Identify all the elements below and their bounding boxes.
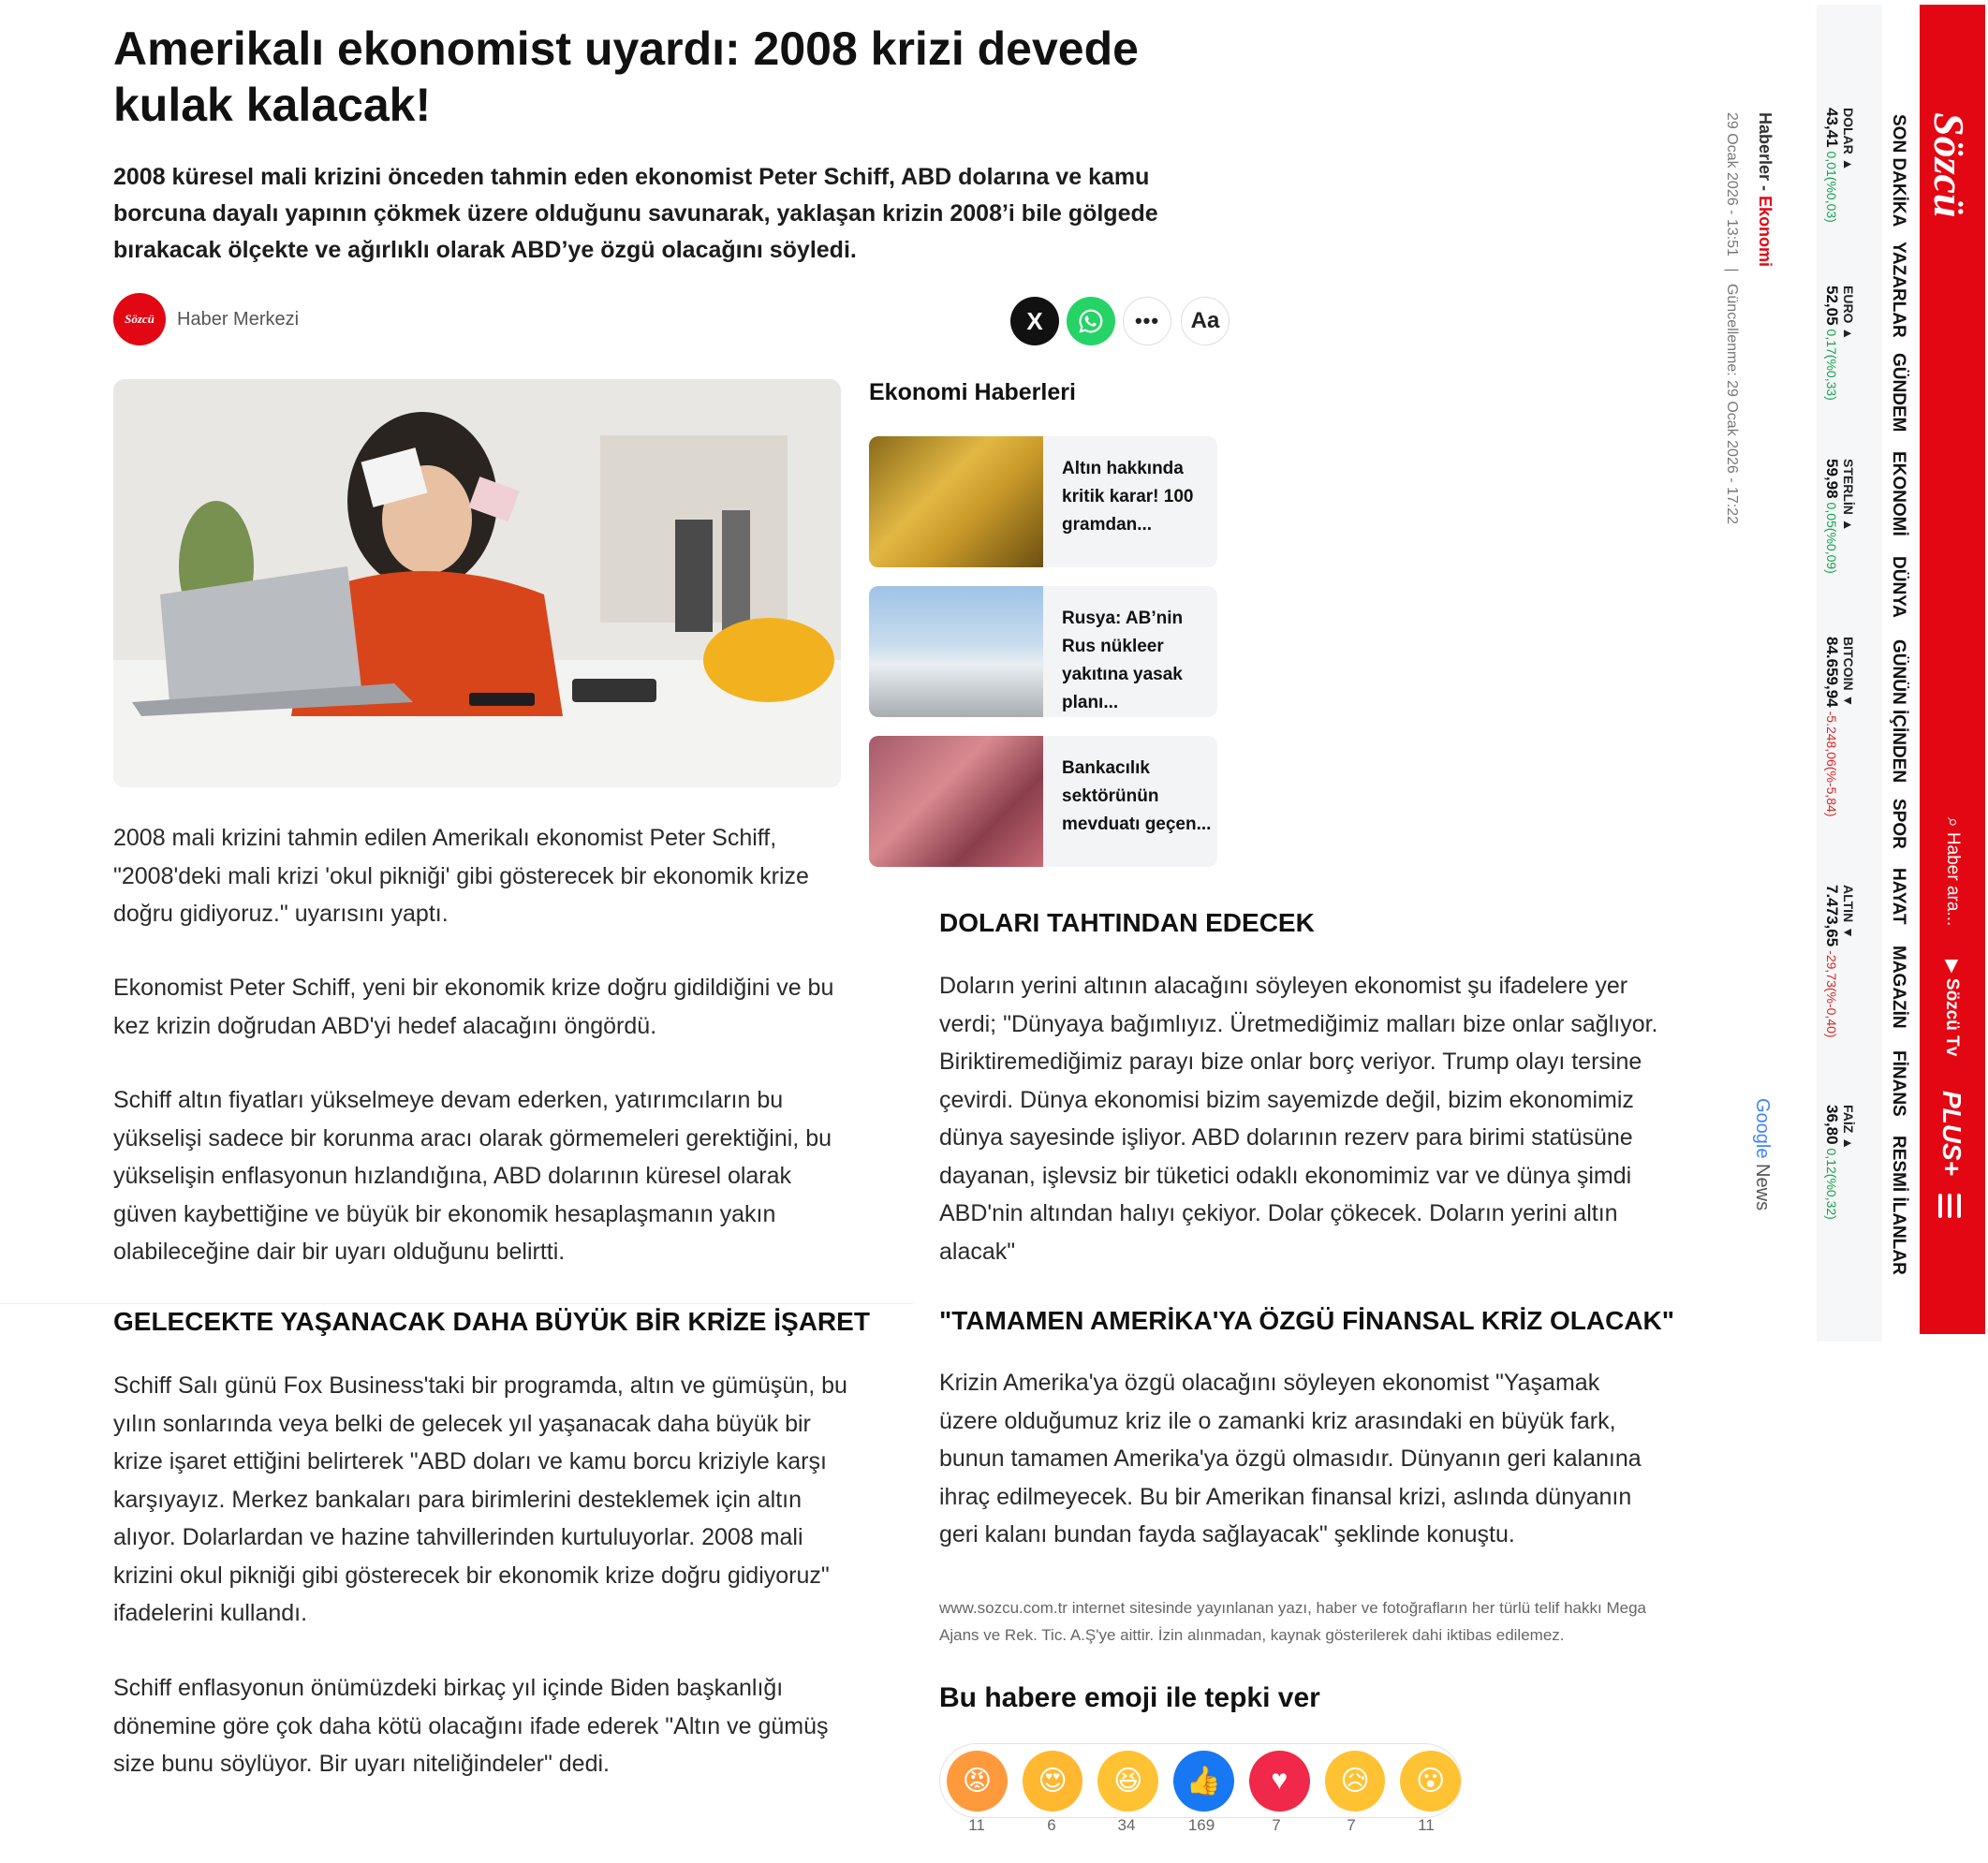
- google-news-logo: Google: [1752, 1098, 1773, 1159]
- hamburger-menu-icon[interactable]: [1938, 1194, 1961, 1220]
- google-news-label: News: [1752, 1158, 1773, 1211]
- market-value: 36,80: [1823, 1105, 1841, 1145]
- market-label: ALTIN ▼: [1841, 885, 1856, 939]
- article-paragraph: Krizin Amerika'ya özgü olacağını söyleyen ekonomist "Yaşamak üzere olduğumuz kriz ile o zamanki kriz arasındaki en büyük fark, bunun tamamen Amerika'ya özgü olmasıdır. Dünyanın geri kalanına ihraç edilmeyecek. Bu bir Amerikan finansal krizi, aslında dünyanın geri kalanı bundan fayda sağlayacak" şeklinde konuştu.: [939, 1370, 1642, 1548]
- brand-sidebar: [1920, 5, 1985, 1334]
- more-icon: •••: [1134, 309, 1160, 332]
- market-item[interactable]: [1822, 885, 1856, 1038]
- sidebar-title: Ekonomi Haberleri: [869, 379, 1076, 405]
- article-spot: 2008 küresel mali krizini önceden tahmin eden ekonomist Peter Schiff, ABD dolarına ve kamu borcuna dayalı yapının çökmek üzere olduğunu savunarak, yaklaşan krizin 2008’i bile gölgede bırakacak ölçekte ve ağırlıklı olarak ABD’ye özgü olacağını söyledi.: [113, 164, 1158, 263]
- article-paragraph: 2008 mali krizini tahmin edilen Amerikalı ekonomist Peter Schiff, "2008'deki mali krizi 'okul pikniği' gibi gösterecek bir ekonomik krize doğru gidiyoruz." uyarısını yaptı.: [113, 825, 809, 927]
- published-date: 29 Ocak 2026 - 13:51: [1724, 112, 1740, 257]
- section-heading: "TAMAMEN AMERİKA'YA ÖZGÜ FİNANSAL KRİZ OLACAK": [939, 1306, 1675, 1335]
- reaction-button[interactable]: 😥: [1325, 1751, 1386, 1812]
- article-title: Amerikalı ekonomist uyardı: 2008 krizi devede kulak kalacak!: [113, 22, 1139, 131]
- search-input[interactable]: [1942, 817, 1963, 926]
- section-heading: GELECEKTE YAŞANACAK DAHA BÜYÜK BİR KRİZE İŞARET: [113, 1307, 870, 1336]
- sidebar-news-title[interactable]: Bankacılık sektörünün mevduatı geçen...: [1062, 758, 1212, 834]
- market-item[interactable]: [1822, 108, 1856, 223]
- sidebar-news-list: [869, 436, 1217, 886]
- section-heading: DOLARI TAHTINDAN EDECEK: [939, 908, 1315, 937]
- breadcrumb: [1755, 112, 1774, 267]
- market-item[interactable]: [1822, 1105, 1856, 1220]
- reaction-counts: [939, 1816, 1464, 1835]
- worried-woman-illustration: [113, 379, 841, 787]
- font-size-button[interactable]: [1181, 297, 1230, 345]
- reaction-count: 7: [1347, 1816, 1356, 1834]
- sidebar-news-item[interactable]: [869, 586, 1217, 717]
- market-item[interactable]: [1822, 459, 1856, 574]
- reaction-button[interactable]: ♥: [1249, 1751, 1310, 1812]
- search-icon: ⌕: [1943, 817, 1963, 832]
- article-dates: [1723, 112, 1740, 524]
- plus-link[interactable]: PLUS+: [1937, 1091, 1966, 1177]
- market-value: 7.473,65: [1823, 885, 1841, 947]
- breadcrumb-separator: -: [1756, 181, 1774, 197]
- sozcu-tv-link[interactable]: [1941, 960, 1963, 1056]
- reaction-button[interactable]: 😍: [1023, 1751, 1083, 1812]
- play-icon: ▶: [1942, 960, 1962, 978]
- reaction-count: 6: [1047, 1816, 1056, 1834]
- font-size-icon: Aa: [1190, 308, 1220, 333]
- nav-item[interactable]: FİNANS: [1889, 1050, 1908, 1117]
- reaction-button[interactable]: 😆: [1097, 1751, 1158, 1812]
- reaction-button[interactable]: 😮: [1400, 1751, 1461, 1812]
- article-paragraph: Ekonomist Peter Schiff, yeni bir ekonomik krize doğru gidildiğini ve bu kez krizin doğrudan ABD'yi hedef alacağını öngördü.: [113, 975, 834, 1039]
- search-placeholder: Haber ara...: [1943, 831, 1963, 927]
- divider: [0, 1303, 913, 1304]
- nav-item[interactable]: SON DAKİKA: [1889, 114, 1908, 227]
- sidebar-news-item[interactable]: [869, 736, 1217, 867]
- hero-image: [113, 379, 841, 787]
- market-label: EURO ▲: [1841, 286, 1856, 341]
- market-value: 43,41: [1823, 108, 1841, 148]
- author-block[interactable]: [113, 293, 299, 345]
- gold-bars-thumbnail[interactable]: [869, 436, 1043, 567]
- x-icon: X: [1026, 306, 1043, 335]
- reactions-bar: [939, 1743, 1462, 1818]
- market-value: 52,05: [1823, 286, 1841, 326]
- date-separator: |: [1724, 268, 1740, 272]
- reaction-button[interactable]: 😡: [947, 1751, 1008, 1812]
- reactions-title: Bu habere emoji ile tepki ver: [939, 1682, 1320, 1713]
- copyright-notice: www.sozcu.com.tr internet sitesinde yayınlanan yazı, haber ve fotoğrafların her türlü telif hakkı Mega Ajans ve Rek. Tic. A.Ş'ye aittir. İzin alınmadan, kaynak gösterilerek dahi iktibas edilemez.: [939, 1599, 1646, 1644]
- author-logo: Sözcü: [113, 293, 166, 345]
- market-change: 0,01(%0,03): [1824, 151, 1839, 223]
- banknotes-thumbnail[interactable]: [869, 736, 1043, 867]
- article-paragraph: Schiff altın fiyatları yükselmeye devam ederken, yatırımcıların bu yükselişi sadece bir korunma aracı olarak görmemeleri gerektiğini, bu yükselişin enflasyonun hızlandığına, ABD dolarının küresel olarak güven kaybettiğine ve büyük bir ekonomik hesaplaşmanın yakın olabileceğine dair bir uyarı olduğunu belirtti.: [113, 1087, 832, 1265]
- share-bar: [1010, 297, 1230, 345]
- nav-item[interactable]: HAYAT: [1889, 868, 1908, 925]
- market-change: 0,12(%0,32): [1824, 1148, 1839, 1220]
- market-label: BITCOIN ▼: [1841, 637, 1856, 708]
- market-item[interactable]: [1822, 286, 1856, 401]
- nav-item[interactable]: MAGAZİN: [1889, 946, 1908, 1029]
- market-change: 0,17(%0,33): [1824, 329, 1839, 401]
- more-share-button[interactable]: [1123, 297, 1171, 345]
- breadcrumb-home[interactable]: Haberler: [1756, 112, 1774, 182]
- x-share-button[interactable]: [1010, 297, 1059, 345]
- market-value: 59,98: [1823, 459, 1841, 499]
- updated-date: Güncellenme: 29 Ocak 2026 - 17:22: [1724, 283, 1740, 524]
- nav-item[interactable]: SPOR: [1889, 799, 1908, 849]
- nav-item[interactable]: YAZARLAR: [1889, 242, 1908, 338]
- reaction-count: 34: [1117, 1816, 1136, 1834]
- whatsapp-icon: [1077, 307, 1105, 335]
- sozcu-tv-label: Sözcü Tv: [1942, 977, 1962, 1057]
- reaction-count: 11: [1418, 1816, 1435, 1834]
- author-name[interactable]: Haber Merkezi: [177, 308, 300, 330]
- article-paragraph: Schiff Salı günü Fox Business'taki bir programda, altın ve gümüşün, bu yılın sonlarında veya belki de gelecek yıl yaşanacak daha büyük bir krize işaret ettiğini belirterek "ABD doları ve kamu borcu kriziyle karşı karşıyayız. Merkez bankaları para birimlerini desteklemek için altın alıyor. Dolarlardan ve hazine tahvillerinden kurtuluyorlar. 2008 mali krizini okul pikniği gibi gösterecek bir ekonomik krize doğru gidiyoruz" ifadelerini kullandı.: [113, 1372, 847, 1626]
- sozcu-logo[interactable]: Sözcü: [1925, 112, 1973, 218]
- google-news-link[interactable]: [1751, 1098, 1773, 1210]
- article-paragraph: Schiff enflasyonun önümüzdeki birkaç yıl içinde Biden başkanlığı dönemine göre çok daha kötü olacağını ifade ederek "Altın ve gümüş size bunu söylüyor. Bir uyarı niteliğindeler" dedi.: [113, 1675, 829, 1777]
- sidebar-news-item[interactable]: [869, 436, 1217, 567]
- nav-item[interactable]: GÜNDEM: [1889, 353, 1908, 433]
- nav-item[interactable]: GÜNÜN İÇİNDEN: [1889, 639, 1908, 784]
- article-paragraph: Doların yerini altının alacağını söyleyen ekonomist şu ifadelere yer verdi; "Dünyaya bağımlıyız. Üretmediğimiz malları bize onlar sağlıyor. Biriktiremediğimiz parayı bize onlar borç veriyor. Trump olayı tersine çevirdi. Dünya ekonomisi bizim sayemizde değil, bizim ekonomimiz dünya sayesinde işliyor. ABD dolarının rezerv para birimi statüsüne dayanan, işlevsiz bir tüketici odaklı ekonomimiz var ve dünya şimdi ABD'nin altından halıyı çekiyor. Dolar çökecek. Doların yerini altın alacak": [939, 973, 1658, 1265]
- market-change: 0,05(%0,09): [1824, 502, 1839, 574]
- market-change: -5.248,06(%-5,84): [1824, 711, 1839, 817]
- market-value: 84.659,94: [1823, 637, 1841, 708]
- reaction-button[interactable]: 👍: [1173, 1751, 1234, 1812]
- market-label: DOLAR ▲: [1841, 108, 1856, 171]
- sidebar-news-title[interactable]: Altın hakkında kritik karar! 100 gramdan...: [1062, 459, 1194, 535]
- market-item[interactable]: [1822, 637, 1856, 816]
- market-change: -29,73(%-0,40): [1824, 950, 1839, 1038]
- breadcrumb-category[interactable]: Ekonomi: [1756, 196, 1774, 268]
- whatsapp-share-button[interactable]: [1067, 297, 1115, 345]
- reaction-count: 11: [968, 1816, 985, 1834]
- russia-flag-thumbnail[interactable]: [869, 586, 1043, 717]
- market-label: STERLİN ▲: [1841, 459, 1856, 532]
- sidebar-news-title[interactable]: Rusya: AB’nin Rus nükleer yakıtına yasak planı...: [1062, 609, 1184, 712]
- nav-item[interactable]: RESMİ İLANLAR: [1889, 1136, 1908, 1275]
- market-label: FAİZ ▲: [1841, 1105, 1856, 1151]
- nav-item[interactable]: EKONOMİ: [1889, 451, 1908, 536]
- reaction-count: 7: [1272, 1816, 1281, 1834]
- market-ticker: [1817, 5, 1882, 1342]
- nav-item[interactable]: DÜNYA: [1889, 556, 1908, 618]
- reaction-count: 169: [1187, 1816, 1215, 1834]
